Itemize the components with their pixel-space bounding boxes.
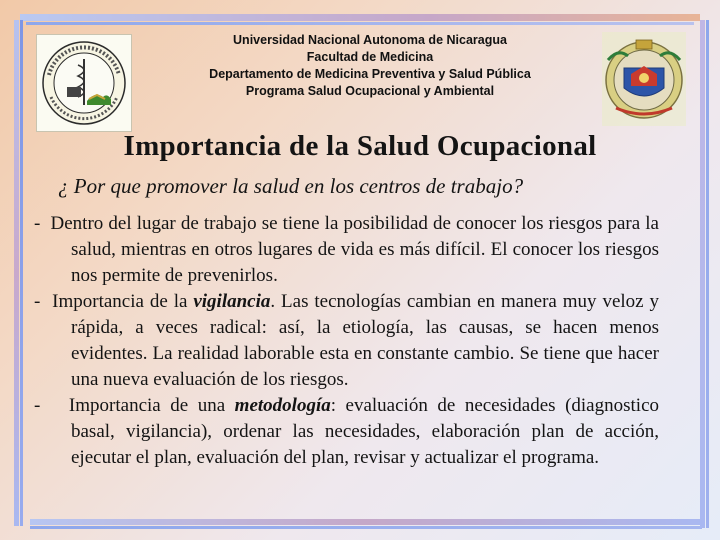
university-coat-of-arms-icon	[598, 30, 690, 128]
top-border-line	[26, 22, 694, 25]
bullet-text-post: . Las tecnologías cambian en manera muy veloz y rápida, a veces radical: así, la etiología, las causas, se hacen menos evidentes. La realidad laborable esta en constante cambio. Se tiene que hacer una nueva evaluación de los riesgos.	[71, 291, 660, 390]
slide-title: Importancia de la Salud Ocupacional	[123, 130, 597, 162]
bullet-text-post: : evaluación de necesidades (diagnostico basal, vigilancia), ordenar las necesidades, elaboración plan de acción, ejecutar el plan, evaluación del plan, revisar y actualizar el programa.	[71, 395, 660, 468]
program-seal-icon	[36, 34, 132, 132]
bullet-item	[34, 211, 659, 289]
left-border-line	[20, 20, 23, 526]
bottom-border-stripe	[30, 519, 702, 525]
bullet-list	[34, 211, 659, 471]
header-university: Universidad Nacional Autonoma de Nicaragua	[233, 33, 507, 47]
slide-subtitle: ¿ Por que promover la salud en los centros de trabajo?	[58, 174, 524, 198]
institution-header	[150, 32, 590, 100]
bullet-item	[34, 393, 659, 471]
right-border-stripe	[700, 20, 705, 528]
bullet-text: Dentro del lugar de trabajo se tiene la posibilidad de conocer los riesgos para la salud, mientras en otros lugares de vida es más difícil. El conocer los riesgos nos permite de prevenirlos.	[50, 213, 659, 286]
bottom-border-line	[30, 526, 702, 529]
bullet-marker: -	[34, 395, 41, 416]
bullet-emphasis: vigilancia	[193, 291, 271, 312]
header-program: Programa Salud Ocupacional y Ambiental	[245, 84, 495, 98]
left-border-stripe	[14, 20, 19, 526]
bullet-text-pre: Importancia de una	[68, 395, 235, 416]
header-faculty: Facultad de Medicina	[306, 50, 434, 64]
bullet-text-pre: Importancia de la	[52, 291, 194, 312]
top-border-stripe	[20, 14, 700, 21]
header-department: Departamento de Medicina Preventiva y Salud Pública	[209, 67, 531, 81]
bullet-marker: -	[34, 213, 41, 234]
bullet-marker: -	[34, 291, 41, 312]
bullet-item	[34, 289, 659, 393]
right-border-line	[706, 20, 709, 528]
bullet-emphasis: metodología	[234, 395, 331, 416]
